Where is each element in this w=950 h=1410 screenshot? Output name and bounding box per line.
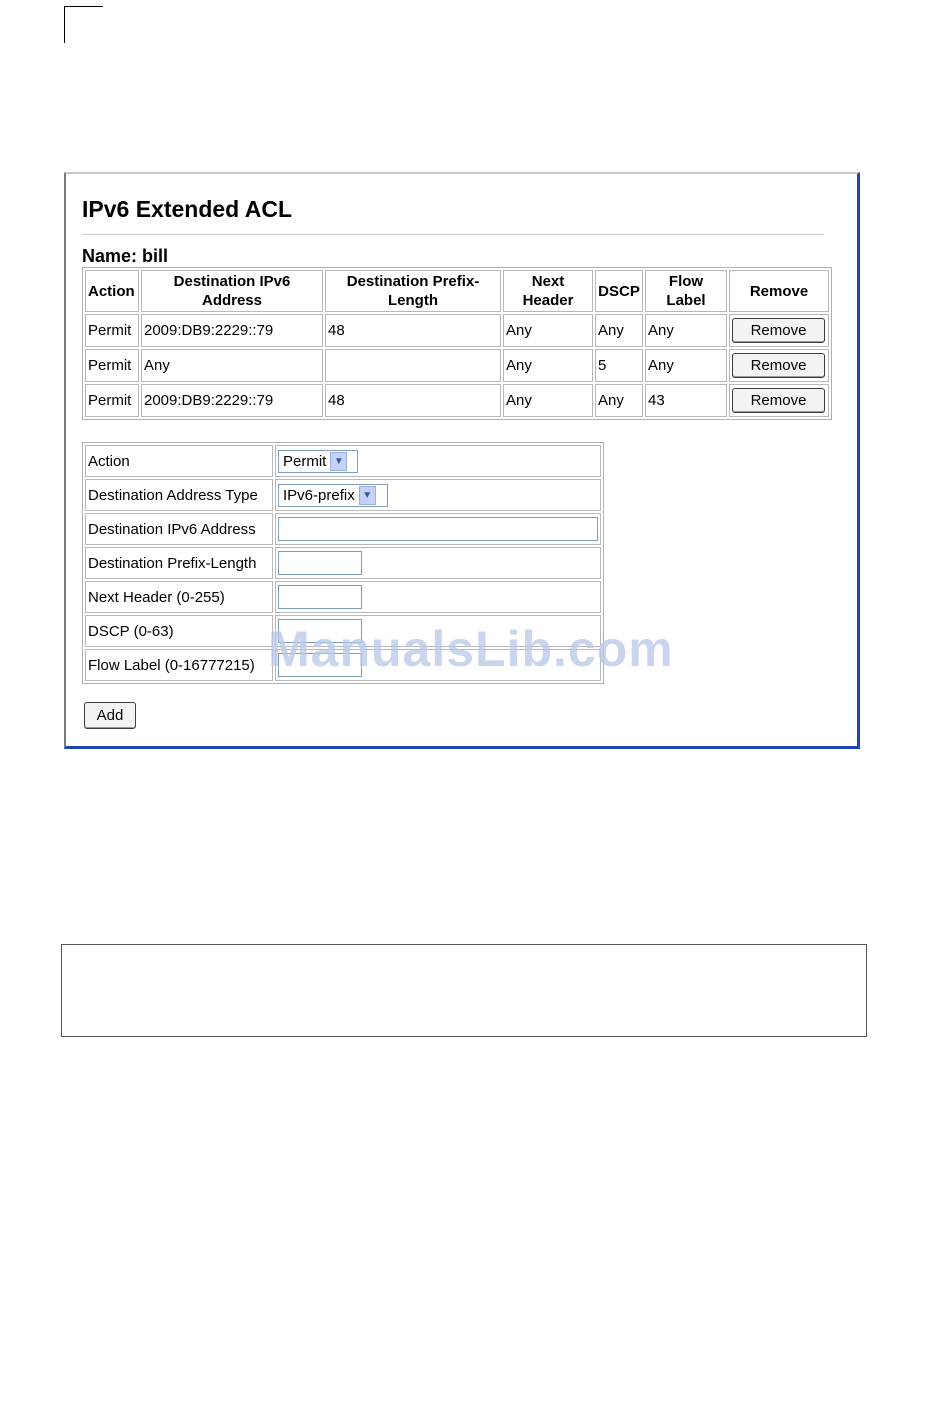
col-header-prefix-length: Destination Prefix-Length [325,270,501,312]
cell-remove [729,314,829,347]
col-header-remove: Remove [729,270,829,312]
cell-next-header: Any [503,314,593,347]
col-header-next-header: Next Header [503,270,593,312]
cell-remove [729,349,829,382]
prefix-length-input[interactable] [278,551,362,575]
address-type-select-value: IPv6-prefix [283,486,355,504]
cell-prefix [325,349,501,382]
remove-button[interactable]: Remove [732,318,825,343]
form-row-prefix-length [85,547,601,579]
next-header-label: Next Header (0-255) [85,581,273,613]
cell-flow-label: Any [645,349,727,382]
remove-button[interactable]: Remove [732,388,825,413]
cell-next-header: Any [503,349,593,382]
watermark-text: ManualsLib.com [268,621,674,677]
col-header-destination-address: Destination IPv6 Address [141,270,323,312]
col-header-dscp: DSCP [595,270,643,312]
table-row [85,384,829,417]
cell-dscp: Any [595,384,643,417]
col-header-action: Action [85,270,139,312]
next-header-input[interactable] [278,585,362,609]
dest-address-label: Destination IPv6 Address [85,513,273,545]
action-label: Action [85,445,273,477]
acl-rules-table [82,267,832,420]
cell-address: 2009:DB9:2229::79 [141,314,323,347]
col-header-flow-label: Flow Label [645,270,727,312]
cell-next-header: Any [503,384,593,417]
cell-action: Permit [85,384,139,417]
prefix-length-label: Destination Prefix-Length [85,547,273,579]
form-row-action [85,445,601,477]
cell-flow-label: 43 [645,384,727,417]
action-select-value: Permit [283,452,327,470]
add-button[interactable]: Add [84,702,136,729]
cell-address: 2009:DB9:2229::79 [141,384,323,417]
cell-prefix: 48 [325,384,501,417]
chevron-down-icon: ▼ [359,486,376,505]
dscp-label: DSCP (0-63) [85,615,273,647]
cell-address: Any [141,349,323,382]
cell-flow-label: Any [645,314,727,347]
remove-button[interactable]: Remove [732,353,825,378]
cell-prefix: 48 [325,314,501,347]
page-title: IPv6 Extended ACL [82,196,293,222]
chevron-down-icon: ▼ [330,452,347,471]
form-row-dest-address [85,513,601,545]
cell-remove [729,384,829,417]
action-select[interactable] [278,450,358,473]
dest-address-input[interactable] [278,517,598,541]
page-corner-mark [64,6,103,43]
title-divider [82,234,824,235]
table-header-row [85,270,829,312]
cell-dscp: 5 [595,349,643,382]
address-type-select[interactable] [278,484,388,507]
note-box [61,944,867,1037]
address-type-label: Destination Address Type [85,479,273,511]
form-row-next-header [85,581,601,613]
table-row [85,314,829,347]
cell-dscp: Any [595,314,643,347]
acl-name-label: Name: bill [82,246,169,266]
cell-action: Permit [85,314,139,347]
form-row-address-type [85,479,601,511]
flow-label-label: Flow Label (0-16777215) [85,649,273,681]
table-row [85,349,829,382]
cell-action: Permit [85,349,139,382]
